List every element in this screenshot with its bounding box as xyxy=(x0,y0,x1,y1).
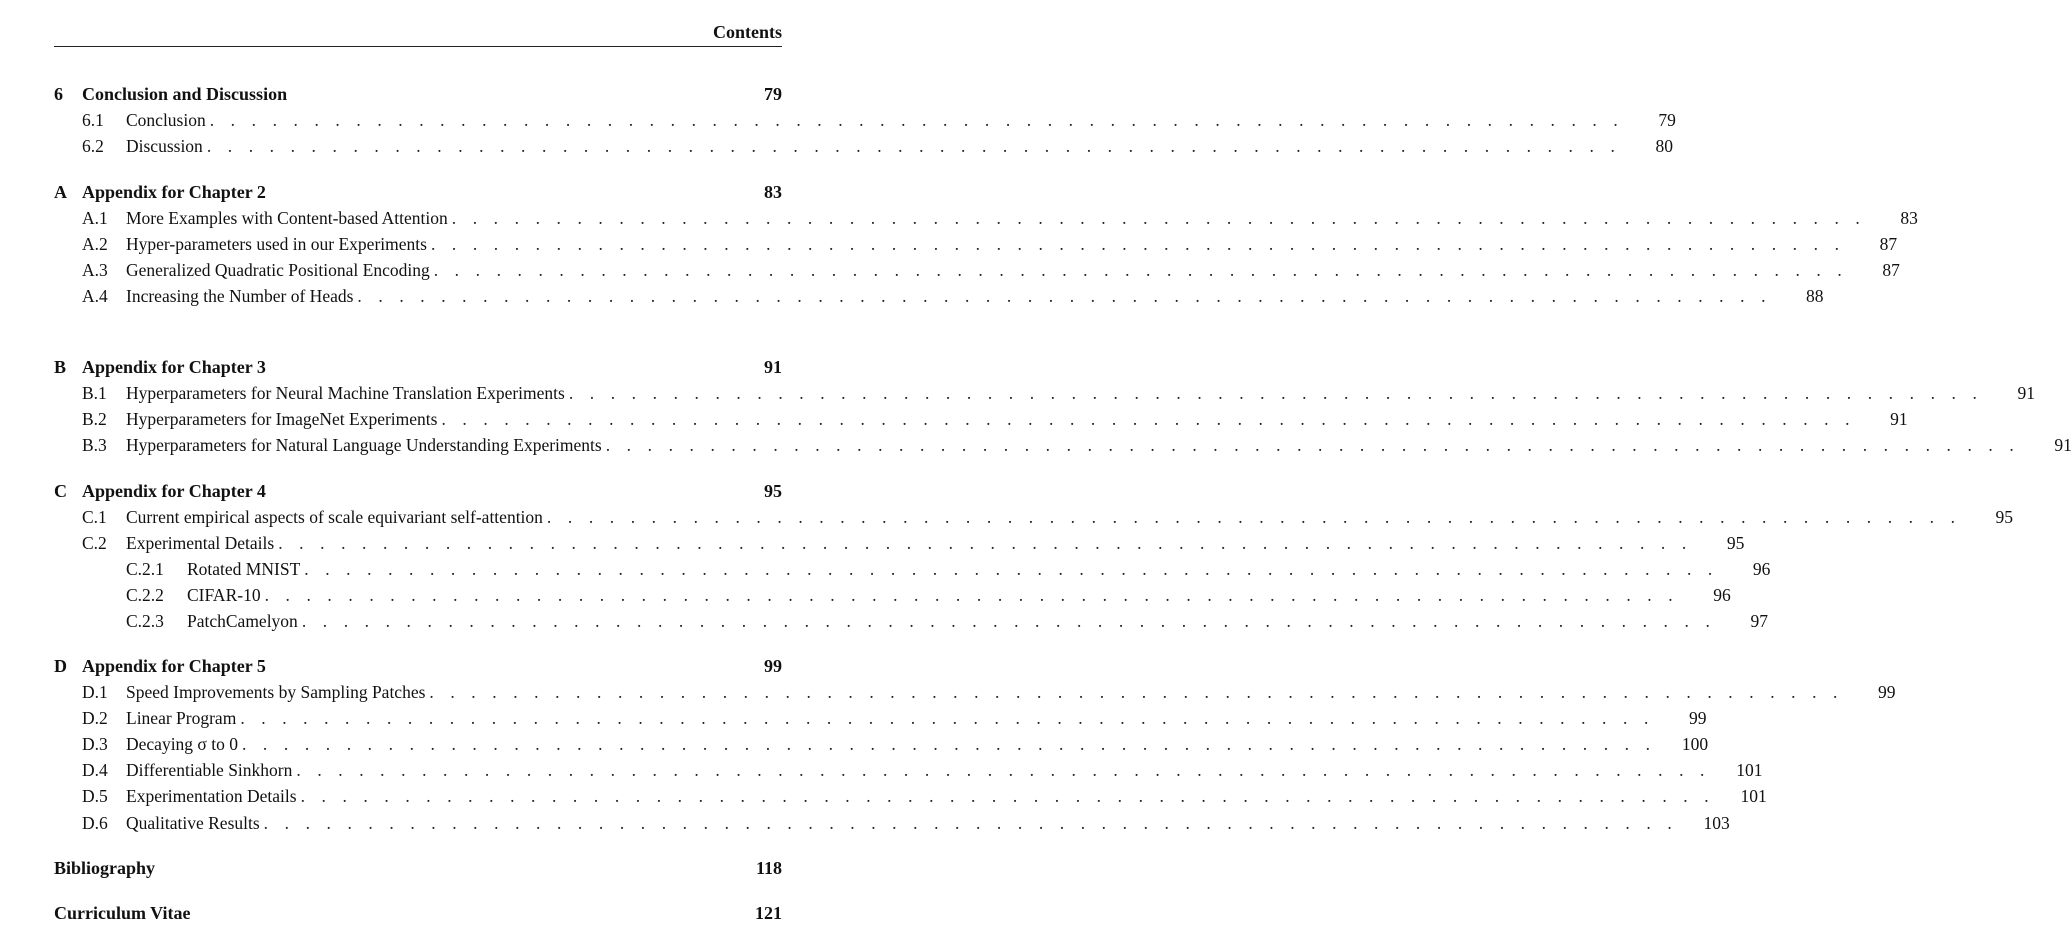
section-number: D.1 xyxy=(82,682,108,702)
page-number: 118 xyxy=(755,858,782,878)
section-a-3-entry[interactable] xyxy=(54,258,1900,282)
dot-leader: . . . . . . . . . . . . . . . . . . . . . . . . . . . . . . . . . . . . . . . . . . . . . . . . . . . . . . . . . . . . . . . . . . . . xyxy=(451,208,1866,228)
section-number: D.4 xyxy=(82,760,108,780)
section-title: Hyperparameters for Neural Machine Translation Experiments xyxy=(126,383,565,403)
running-header: Contents xyxy=(712,22,782,42)
page-number: 97 xyxy=(1750,611,1768,631)
appendix-b-entry[interactable] xyxy=(54,355,782,379)
dot-leader: . . . . . . . . . . . . . . . . . . . . . . . . . . . . . . . . . . . . . . . . . . . . . . . . . . . . . . . . . . . . . . . . . . . . xyxy=(433,260,1848,280)
page-number: 91 xyxy=(1890,409,1908,429)
dot-leader: . . . . . . . . . . . . . . . . . . . . . . . . . . . . . . . . . . . . . . . . . . . . . . . . . . . . . . . . . . . . . . . . . . . . xyxy=(241,734,1657,754)
dot-leader: . . . . . . . . . . . . . . . . . . . . . . . . . . . . . . . . . . . . . . . . . . . . . . . . . . . . . . . . . . . . . . . . . . . . xyxy=(278,533,1693,553)
chapter-title: Appendix for Chapter 4 xyxy=(82,481,266,501)
page-number: 96 xyxy=(1713,585,1731,605)
curriculum-vitae-entry[interactable] xyxy=(54,901,782,925)
page-number: 99 xyxy=(1688,708,1707,728)
section-number: A.1 xyxy=(82,208,108,228)
subsection-title: PatchCamelyon xyxy=(187,611,298,631)
page-number: 88 xyxy=(1806,286,1824,306)
page-number: 79 xyxy=(1658,110,1676,130)
section-title: Conclusion xyxy=(126,110,206,130)
chapter-title: Curriculum Vitae xyxy=(54,903,191,923)
page-number: 87 xyxy=(1882,260,1900,280)
page-number: 96 xyxy=(1752,559,1771,579)
section-number: C.2 xyxy=(82,533,107,553)
section-title: Qualitative Results xyxy=(126,813,260,833)
chapter-title: Appendix for Chapter 3 xyxy=(82,357,266,377)
dot-leader: . . . . . . . . . . . . . . . . . . . . . . . . . . . . . . . . . . . . . . . . . . . . . . . . . . . . . . . . . . . . . . . . . . . . xyxy=(240,708,1655,728)
section-number: C.1 xyxy=(82,507,107,527)
section-title: Hyperparameters for ImageNet Experiments xyxy=(126,409,438,429)
section-number: B.3 xyxy=(82,435,107,455)
section-title: Linear Program xyxy=(126,708,237,728)
chapter-title: Appendix for Chapter 2 xyxy=(82,182,266,202)
section-number: 6.2 xyxy=(82,136,104,156)
subsection-number: C.2.1 xyxy=(126,559,164,579)
section-title: Speed Improvements by Sampling Patches xyxy=(126,682,426,702)
page-number: 95 xyxy=(764,481,782,501)
chapter-6-entry[interactable] xyxy=(54,82,782,106)
page-number: 99 xyxy=(1878,682,1896,702)
page-number: 87 xyxy=(1879,234,1898,254)
section-d-6-entry[interactable] xyxy=(54,811,1730,835)
section-6-2-entry[interactable] xyxy=(54,134,1673,158)
subsection-title: Rotated MNIST xyxy=(187,559,301,579)
section-title: Experimentation Details xyxy=(126,786,297,806)
dot-leader: . . . . . . . . . . . . . . . . . . . . . . . . . . . . . . . . . . . . . . . . . . . . . . . . . . . . . . . . . . . . . . . . . . . . xyxy=(429,682,1844,702)
section-title: Differentiable Sinkhorn xyxy=(126,760,293,780)
section-a-1-entry[interactable] xyxy=(54,206,1918,230)
chapter-number: C xyxy=(54,481,67,501)
section-title: Decaying σ to 0 xyxy=(126,734,238,754)
page-number: 91 xyxy=(2054,435,2072,455)
section-c-2-entry[interactable] xyxy=(54,531,1745,555)
dot-leader: . . . . . . . . . . . . . . . . . . . . . . . . . . . . . . . . . . . . . . . . . . . . . . . . . . . . . . . . . . . . . . . . . . . . xyxy=(301,611,1716,631)
page-number: 99 xyxy=(764,656,782,676)
section-title: Current empirical aspects of scale equivariant self-attention xyxy=(126,507,543,527)
section-number: 6.1 xyxy=(82,110,104,130)
chapter-number: A xyxy=(54,182,67,202)
dot-leader: . . . . . . . . . . . . . . . . . . . . . . . . . . . . . . . . . . . . . . . . . . . . . . . . . . . . . . . . . . . . . . . . . . . . xyxy=(300,786,1715,806)
dot-leader: . . . . . . . . . . . . . . . . . . . . . . . . . . . . . . . . . . . . . . . . . . . . . . . . . . . . . . . . . . . . . . . . . . . . xyxy=(441,409,1856,429)
chapter-title: Appendix for Chapter 5 xyxy=(82,656,266,676)
section-number: A.3 xyxy=(82,260,108,280)
section-d-4-entry[interactable] xyxy=(54,758,1763,782)
appendix-d-entry[interactable] xyxy=(54,654,782,678)
section-a-4-entry[interactable] xyxy=(54,284,1824,308)
dot-leader: . . . . . . . . . . . . . . . . . . . . . . . . . . . . . . . . . . . . . . . . . . . . . . . . . . . . . . . . . . . . . . . . . . . . xyxy=(304,559,1719,579)
dot-leader: . . . . . . . . . . . . . . . . . . . . . . . . . . . . . . . . . . . . . . . . . . . . . . . . . . . . . . . . . . . . . . . . . . . . xyxy=(296,760,1711,780)
section-number: D.6 xyxy=(82,813,108,833)
toc-page xyxy=(54,0,2072,950)
chapter-title: Bibliography xyxy=(54,858,156,878)
subsection-number: C.2.2 xyxy=(126,585,164,605)
appendix-a-entry[interactable] xyxy=(54,180,782,204)
page-number: 95 xyxy=(1995,507,2014,527)
dot-leader: . . . . . . . . . . . . . . . . . . . . . . . . . . . . . . . . . . . . . . . . . . . . . . . . . . . . . . . . . . . . . . . . . . . . xyxy=(263,813,1678,833)
page-number: 80 xyxy=(1655,136,1673,156)
page-number: 103 xyxy=(1703,813,1730,833)
appendix-c-entry[interactable] xyxy=(54,479,782,503)
page-number: 83 xyxy=(1900,208,1918,228)
section-title: Generalized Quadratic Positional Encoding xyxy=(126,260,430,280)
section-d-5-entry[interactable] xyxy=(54,784,1767,808)
section-title: Hyperparameters for Natural Language Understanding Experiments xyxy=(126,435,602,455)
section-number: B.1 xyxy=(82,383,107,403)
chapter-number: B xyxy=(54,357,67,377)
section-title: Increasing the Number of Heads xyxy=(126,286,354,306)
page-number: 91 xyxy=(764,357,782,377)
bibliography-entry[interactable] xyxy=(54,856,782,880)
subsection-title: CIFAR-10 xyxy=(187,585,261,605)
subsection-c-2-3-entry[interactable] xyxy=(54,609,1768,633)
page-number: 100 xyxy=(1681,734,1709,754)
chapter-number: D xyxy=(54,656,67,676)
section-6-1-entry[interactable] xyxy=(54,108,1676,132)
page-number: 95 xyxy=(1726,533,1745,553)
section-number: D.3 xyxy=(82,734,108,754)
section-title: Discussion xyxy=(126,136,203,156)
section-number: A.2 xyxy=(82,234,108,254)
dot-leader: . . . . . . . . . . . . . . . . . . . . . . . . . . . . . . . . . . . . . . . . . . . . . . . . . . . . . . . . . . . . . . . . . . . . xyxy=(605,435,2020,455)
dot-leader: . . . . . . . . . . . . . . . . . . . . . . . . . . . . . . . . . . . . . . . . . . . . . . . . . . . . . . . . . . . . . . . . . . . . xyxy=(357,286,1772,306)
page-number: 79 xyxy=(764,84,782,104)
section-number: D.2 xyxy=(82,708,108,728)
dot-leader: . . . . . . . . . . . . . . . . . . . . . . . . . . . . . . . . . . . . . . . . . . . . . . . . . . . . . . . . . . . . . . . . . . . . xyxy=(206,136,1621,156)
section-title: Hyper-parameters used in our Experiments xyxy=(126,234,427,254)
dot-leader: . . . . . . . . . . . . . . . . . . . . . . . . . . . . . . . . . . . . . . . . . . . . . . . . . . . . . . . . . . . . . . . . . . . . xyxy=(568,383,1983,403)
subsection-c-2-2-entry[interactable] xyxy=(54,583,1731,607)
subsection-c-2-1-entry[interactable] xyxy=(54,557,1771,581)
section-d-3-entry[interactable] xyxy=(54,732,1709,756)
section-d-2-entry[interactable] xyxy=(54,706,1707,730)
subsection-number: C.2.3 xyxy=(126,611,164,631)
page-number: 121 xyxy=(755,903,782,923)
dot-leader: . . . . . . . . . . . . . . . . . . . . . . . . . . . . . . . . . . . . . . . . . . . . . . . . . . . . . . . . . . . . . . . . . . . . xyxy=(209,110,1624,130)
page-number: 83 xyxy=(764,182,782,202)
section-d-1-entry[interactable] xyxy=(54,680,1896,704)
section-b-1-entry[interactable] xyxy=(54,381,2035,405)
chapter-number: 6 xyxy=(54,84,63,104)
header-rule xyxy=(54,46,782,47)
page-number: 101 xyxy=(1736,760,1763,780)
page-number: 101 xyxy=(1740,786,1767,806)
section-number: A.4 xyxy=(82,286,108,306)
dot-leader: . . . . . . . . . . . . . . . . . . . . . . . . . . . . . . . . . . . . . . . . . . . . . . . . . . . . . . . . . . . . . . . . . . . . xyxy=(430,234,1846,254)
section-b-3-entry[interactable] xyxy=(54,433,2072,457)
section-number: B.2 xyxy=(82,409,107,429)
chapter-title: Conclusion and Discussion xyxy=(82,84,288,104)
section-a-2-entry[interactable] xyxy=(54,232,1898,256)
section-c-1-entry[interactable] xyxy=(54,505,2014,529)
section-number: D.5 xyxy=(82,786,108,806)
section-title: More Examples with Content-based Attention xyxy=(126,208,448,228)
section-title: Experimental Details xyxy=(126,533,275,553)
dot-leader: . . . . . . . . . . . . . . . . . . . . . . . . . . . . . . . . . . . . . . . . . . . . . . . . . . . . . . . . . . . . . . . . . . . . xyxy=(546,507,1962,527)
page-number: 91 xyxy=(2017,383,2035,403)
dot-leader: . . . . . . . . . . . . . . . . . . . . . . . . . . . . . . . . . . . . . . . . . . . . . . . . . . . . . . . . . . . . . . . . . . . . xyxy=(264,585,1679,605)
section-b-2-entry[interactable] xyxy=(54,407,1908,431)
